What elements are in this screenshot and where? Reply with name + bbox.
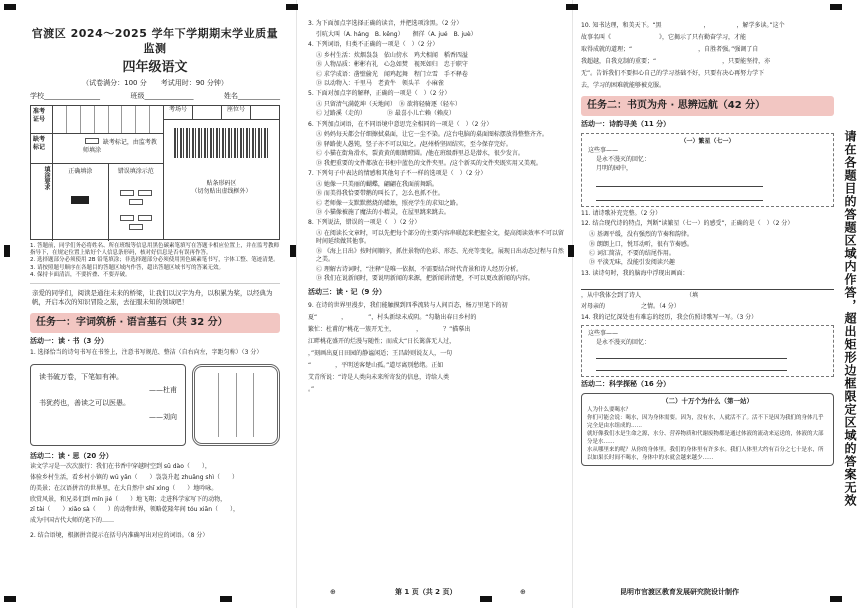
question-14: 14. 我的记忆深处也有难忘的经历，我会仿照诗歌写一写。（3 分） xyxy=(581,313,758,321)
question-11: 11. 请诗歌补充完整。（2 分） xyxy=(581,209,662,217)
exam-meta: （试卷满分：100 分 考试用时：90 分钟） xyxy=(82,78,228,87)
q14-writing-box[interactable] xyxy=(581,325,834,377)
activity1-title: 活动一：读 · 书（3 分） xyxy=(30,337,108,346)
q7-option[interactable]: Ⓓ 小猫像被施了魔法的小精灵，在屋里跳来跳去。 xyxy=(316,208,450,216)
barcode-label: 贴条形码区 xyxy=(206,179,237,187)
poem-blank[interactable] xyxy=(596,193,763,201)
exam-no-label: 考场号 xyxy=(164,106,193,119)
greeting-text: 亲爱的同学们，阅读是通往未来的桥梁，让我们以汉字为舟，以积累为桨，以经典为帆，开启本次的知识冒险之旅，去征服未知的领域吧！ xyxy=(32,288,273,307)
question-8: 8. 下列说法，错误的一项是（ ）（2 分） xyxy=(308,219,421,227)
class-field[interactable]: 班级______________ xyxy=(130,91,194,100)
q4-option[interactable]: Ⓐ 乡村生活：炊烟袅袅 依山傍水 鸡犬相闻 稻香四溢 xyxy=(316,51,468,59)
barcode-graphic xyxy=(174,128,269,158)
poem-author: ——刘向 xyxy=(149,412,177,421)
passage-paragraph: 你们可能会说：喝水，因为身体需要。因为，没有水，人就活不了。活不下是因为我们的身体几乎完全是由水组成的…… xyxy=(587,414,824,429)
poem-activity-title: 活动一：诗韵寻美（11 分） xyxy=(581,120,671,128)
crosshair-icon: ⊕ xyxy=(520,588,526,596)
question-7: 7. 下列句子中表达的情感和其他句子不一样的选项是（ ）（2 分） xyxy=(308,170,487,178)
instructions xyxy=(30,243,280,284)
q8-option[interactable]: Ⓒ 理解古诗词时，“注释”是唯一依据，不需要结合时代背景和诗人经历分析。 xyxy=(316,265,523,273)
q12-option[interactable]: Ⓓ 平淡无味，没能引发阅读兴趣 xyxy=(589,259,675,267)
pinyin-passage-line: 成为中国古代大师的笔下的…… xyxy=(30,516,115,524)
wrong-fill-label: 错误填涂示范 xyxy=(117,167,154,175)
q6-option[interactable]: Ⓑ 驿路使人愚钝，竖子亦不可以知之。/赵州桥坚固结实，至今保存完好。 xyxy=(316,140,512,148)
q13-line[interactable]: 对母亲的 之情。（4 分） xyxy=(581,303,680,311)
question-9[interactable]: 9. 在诗的世界里漫步，我们能触摸到四季流转与人间百态，杨万里笔下的初夏“ ， ”，村头新绿未成阴。“勾勒出春日乡村的 繁忙：杜甫的“桃花一簇开无主， ， ？”描摹出 江畔桃花盛开的烂漫与随性；而成大“日长篱落无人过， ，”刻画出夏日田园的静谧闲适；王昌龄则说友人，一句 “ ，平明送客楚山孤。”道尽离别愁绪。正如 艾青所说：“诗是人类向未来所寄发的信息，诗给人类 。” xyxy=(308,302,508,394)
q12-option[interactable]: Ⓐ 基调平缓，没有强烈的节奏和韵律。 xyxy=(589,231,693,239)
question-12: 12. 结合现代诗的特点，判断“读繁星（七一）的感受”，正确的是（ ）（2 分） xyxy=(581,220,794,228)
q13-line[interactable]: ，从中我体会到了诗人 （填 xyxy=(581,292,699,300)
passage-paragraph: 人为什么要喝水？ xyxy=(587,406,632,413)
q12-option[interactable]: Ⓑ 朗朗上口，悦耳动听，很有节奏感。 xyxy=(589,240,693,248)
instruction-item: 3. 请按照题号顺序在各题目的答题区域内作答，超出答题区域书写的答案无效。 xyxy=(30,264,224,271)
name-field[interactable]: 姓名____________ xyxy=(224,91,280,100)
exam-title: 官渡区 2024～2025 学年下学期期末学业质量监测 xyxy=(31,27,279,56)
poem-line: 是永不漫灭的回忆： xyxy=(596,339,651,347)
pinyin-passage-line: 欣赏风景，和兄弟们到 mǐn jié（ ）地飞翔；走进科学家写下的动物， xyxy=(30,495,227,503)
q12-option[interactable]: Ⓒ 词汇简洁，不要的结尾作用。 xyxy=(589,249,675,257)
page-number: 第 1 页（共 2 页） xyxy=(395,588,457,596)
correct-fill-label: 正确填涂 xyxy=(68,167,93,175)
q8-option[interactable]: Ⓑ 《海上日出》按时间顺序，抓住景物的色彩、形态、光亮等变化，展现日出动态过程与自然之美。 xyxy=(316,247,564,264)
exam-seat-row xyxy=(163,106,279,120)
poem-line: 读书破万卷，下笔如有神。 xyxy=(39,372,123,381)
science-passage xyxy=(581,393,834,466)
missing-note[interactable]: 缺考标记，由监考教师填涂 xyxy=(53,134,163,164)
poem-line: 月明的园中， xyxy=(596,164,633,172)
instruction-item: 4. 保持卡面清洁，不要折叠、不要弄破。 xyxy=(30,272,131,279)
id-label: 准考证号 xyxy=(31,106,53,134)
passage-title: （二）十万个为什么（第一站） xyxy=(662,397,753,406)
question-13: 13. 读诗句时，我的脑海中浮现出画面： xyxy=(581,269,689,277)
candidate-info-table xyxy=(30,105,280,240)
activity3-title: 活动三：读 · 记（9 分） xyxy=(308,288,386,297)
exam-no-field[interactable] xyxy=(193,106,222,119)
question-5: 5. 下面对加点字的解释，正确的一项是（ ）（2 分） xyxy=(308,90,451,98)
q3-options[interactable]: 引吭大叫（A. háng B. kēng） 徊徉（A. jué B. juè） xyxy=(316,30,477,38)
task1-banner: 任务一：字词筑桥 · 语言基石（共 32 分） xyxy=(30,313,280,333)
instruction-item: 2. 选择题部分必须使用 2B 铅笔填涂；非选择题部分必须使用黑色碳素笔书写，字体工整、笔迹清楚。 xyxy=(30,257,279,264)
right-column xyxy=(575,0,840,608)
pinyin-passage-line: 体验乡村生活，看乡村小镇的 wū yān（ ）袅袅升起 zhuāng shì（ ） xyxy=(30,474,239,482)
publisher: 昆明市官渡区教育发展研究院设计制作 xyxy=(620,588,739,596)
poem-line: 是永不漫灭的回忆： xyxy=(596,155,651,163)
school-field[interactable]: 学校________________ xyxy=(30,91,100,100)
science-activity-title: 活动二：科学探秘（16 分） xyxy=(581,380,671,389)
subject-title: 四年级语文 xyxy=(122,59,188,75)
question-3: 3. 为下面加点字选择正确的读音，并把选项涂黑。（2 分） xyxy=(308,20,463,27)
bookmark-writing-box[interactable] xyxy=(192,364,280,446)
activity2-title: 活动二：读 · 思（20 分） xyxy=(30,451,113,460)
q5-option[interactable]: Ⓐ 只留清气满乾坤（天地间） Ⓑ 欲将轻骑逐（轻车） xyxy=(316,101,461,109)
poem-line: 书犹药也，善读之可以医愚。 xyxy=(39,399,130,408)
task2-banner: 任务二：书页为舟 · 思辨远航（42 分） xyxy=(581,96,834,116)
passage-paragraph: 水从哪里来的呢？从你的身体里。我们的身体里有许多水。我们人体里大约有百分之七十是水，所以如果长时间不喝水，身体中的水就会越来越少…… xyxy=(587,446,824,461)
pinyin-passage-line: 的美景；在汉语拼音的世界里，在大自然中 shī xìng（ ）地吟咏。 xyxy=(30,484,218,492)
fill-label: 填涂要求 xyxy=(31,164,53,241)
q8-option[interactable]: Ⓐ 在阅读长文章时，可以先把每个部分的主要内容串联起来把握全文，提高阅读效率不可以留时间延续做其他事。 xyxy=(316,229,564,246)
crosshair-icon: ⊕ xyxy=(330,588,336,596)
answer-area-warning: 请在各题目的答题区域内作答，超出矩形边框限定区域的答案无效 xyxy=(843,130,857,507)
bookmark-area xyxy=(30,361,280,449)
wrong-fill-samples xyxy=(113,190,160,209)
poem-title: （一）繁星（七一） xyxy=(680,137,735,145)
instruction-item: 1. 答题前，同学们务必将姓名、所在班级等信息用黑色碳素笔填写在答题卡相应位置上，并在监考教师指导下，在规定位置上贴好个人信息条形码，核对好信息是否有误再作答。 xyxy=(30,242,279,256)
q6-option[interactable]: Ⓓ 我把重要的文件都放在书柜中蓝色的文件夹里。/这个新买的文件夹既实用又美观。 xyxy=(316,159,542,167)
missing-label: 缺考标记 xyxy=(31,134,53,164)
passage-paragraph: 就好像我们水是生命之源，水分、营养物质和代谢废物都是通过体液的流动来运送的，体液的大部分是水…… xyxy=(587,430,824,445)
poem-options xyxy=(30,364,186,446)
poem-line: 这些事—— xyxy=(588,146,619,154)
poem-box xyxy=(581,133,834,207)
missing-checkbox[interactable] xyxy=(85,138,99,144)
correct-fill-sample xyxy=(71,196,89,204)
q4-option[interactable]: Ⓒ 求学成语：凿壁偷光 闻鸡起舞 程门立雪 手不释卷 xyxy=(316,70,468,78)
question-2: 2. 结合语境，根据拼音提示在括号内准确写出对应的词语。（8 分） xyxy=(30,531,209,539)
left-column xyxy=(0,0,290,608)
pinyin-passage-line: 读文学习是一次次旅行：我们在书香中穿越时空到 sū dào（ ）， xyxy=(30,463,211,471)
barcode-area xyxy=(163,120,279,239)
poem-author: ——杜甫 xyxy=(149,385,177,394)
pinyin-passage-line: zī tài（ ）xiǎo sà（ ）的动物世界，领略乾隆年间 tóu xiān（ ）， xyxy=(30,506,240,514)
question-4: 4. 下列词语，归类不正确的一项是（ ）（2 分） xyxy=(308,41,439,49)
student-info-row xyxy=(30,92,280,102)
seat-no-label: 座位号 xyxy=(222,106,251,119)
q4-option[interactable]: Ⓑ 人物品质：彬彬有礼 心急如焚 视死如归 忠于职守 xyxy=(316,61,468,69)
q6-option[interactable]: Ⓐ 妈妈每天都会仔细擦拭桌面，让它一尘不染。/这台电脑的桌面图标摆放得整整齐齐。 xyxy=(316,131,548,139)
seat-no-field[interactable] xyxy=(251,106,279,119)
q7-option[interactable]: Ⓐ 她像一只美丽的蝴蝶，翩翩在我面前舞蹈。 xyxy=(316,180,438,188)
q7-option[interactable]: Ⓑ 而美得我恰要带鹅的叫长了，怎么也抓不住。 xyxy=(316,190,444,198)
column-divider xyxy=(296,0,297,608)
q7-option[interactable]: Ⓒ 老师像一支默默燃烧的蜡烛，照亮学生的求知之路。 xyxy=(316,199,462,207)
poem-line: 这些事—— xyxy=(588,330,619,338)
q4-option[interactable]: Ⓓ 以动物入：千里马 老黄牛 领头羊 小麻雀 xyxy=(316,79,444,87)
barcode-note: （切勿贴出虚线框外） xyxy=(191,187,252,195)
id-grid[interactable] xyxy=(53,106,163,134)
q6-option[interactable]: Ⓒ 小猫在街角滑水，裂黄黄的眼睛瞪圆。/他在班级群里总是潜水，很少发言。 xyxy=(316,150,524,158)
fill-examples xyxy=(53,164,163,241)
question-10[interactable]: 10. 知书达理，和美天下。“黑 ， ，解学多读。”这个 故事名叫《 》，它揭示了只有勤奋学习，才能 取得成就的道理；“ ，自胜者强。”强调了自 我超越，自我克制的重要；“ ，只要能坚持，亦 无”。告诉我们不要担心自己的学习基础不好，只要有决心再努力学下 去，学习的困难就能够被克服。 xyxy=(581,22,785,89)
side-mark xyxy=(290,245,296,257)
q8-option[interactable]: Ⓓ 我们在说新闻时，要说明新闻的来源，把新闻讲清楚，不可以更改新闻的内容。 xyxy=(316,274,534,282)
answer-line[interactable] xyxy=(581,280,834,290)
middle-column xyxy=(300,0,575,608)
poem-blank[interactable] xyxy=(596,179,763,187)
question-1: 1. 选择恰当的诗句书写在书签上，注意书写规范、整洁（自右向左，字距匀称）（3 分） xyxy=(30,348,263,356)
question-6: 6. 下列加点词语，在不同语境中意思完全相同的一项是（ ）（2 分） xyxy=(308,120,493,128)
q5-option[interactable]: Ⓒ 过路溪（走的） Ⓓ 最喜小儿亡赖（赖皮） xyxy=(316,110,455,118)
